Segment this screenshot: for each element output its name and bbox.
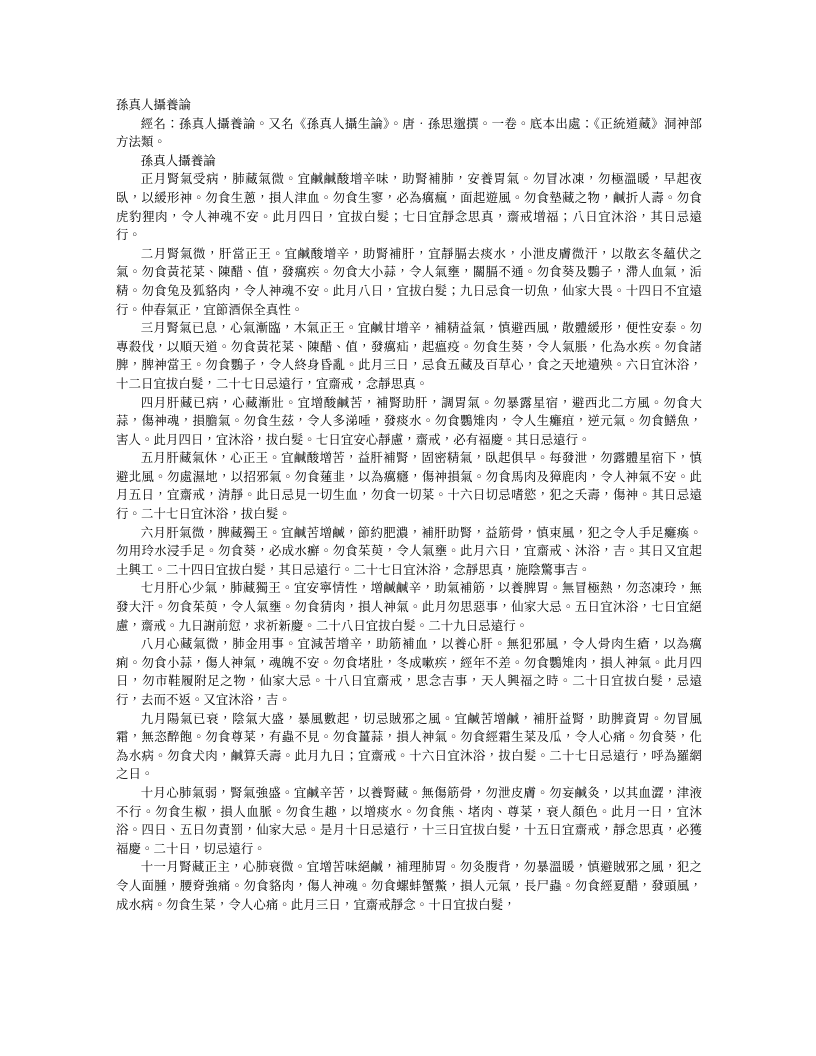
- paragraph-month-05: 五月肝藏氣休，心正王。宜鹹酸增苦，益肝補腎，固密精氣，臥起俱早。每發泄，勿露體星宿下，慎避北風。勿處濕地，以招邪氣。勿食蓮韭，以為癘癮，傷神損氣。勿食馬肉及獐鹿肉，令人神氣不安。此月五日，宜齋戒，清靜。此日忌見一切生血，勿食一切菜。十六日切忌嗜慾，犯之夭壽，傷神。其日忌遠行。二十七日宜沐浴，拔白髮。: [116, 450, 702, 522]
- document-title: 孫真人攝養論: [116, 97, 191, 112]
- paragraph-month-01: 正月腎氣受病，肺藏氣微。宜鹹鹹酸增辛味，助腎補肺，安養胃氣。勿冒冰凍，勿極溫暖，早起夜臥，以緩形神。勿食生蔥，損人津血。勿食生寥，必為癘瘋，面起遊風。勿食墊藏之物，鹹折人壽。勿食虎豹狸肉，令人神魂不安。此月四日，宜拔白髮；七日宜靜念思真，齋戒增福；八日宜沐浴，其日忌遠行。: [116, 171, 702, 243]
- document-text-column: [116, 96, 702, 914]
- paragraph-month-02: 二月腎氣微，肝當正王。宜鹹酸增辛，助腎補肝，宜靜膈去痰水，小泄皮膚微汗，以散玄冬蘊伏之氣。勿食黃花菜、陳醋、值，發癘疾。勿食大小蒜，令人氣壅，關膈不通。勿食葵及鸚子，滯人血氣，洉精。勿食兔及狐貉肉，令人神魂不安。此月八日，宜拔白髮；九日忌食一切魚，仙家大畏。十四日不宜遠行。仲春氣正，宜節酒保全真性。: [116, 245, 702, 317]
- paragraph-month-07: 七月肝心少氣，肺藏獨王。宜安寧情性，增鹹鹹辛，助氣補筋，以養脾胃。無冒極熱，勿恣凍玲，無發大汗。勿食茱萸，令人氣壅。勿食猜肉，損人神氣。此月勿思惡事，仙家大忌。五日宜沐浴，七日宜絕慮，齋戒。九日謝前愆，求祈新慶。二十八日宜拔白髮。二十九日忌遠行。: [116, 580, 702, 633]
- front-matter-paragraph: 經名：孫真人攝養論。又名《孫真人攝生論》。唐‧孫思邈撰。一卷。底本出處：《正統道藏》洞神部方法類。: [116, 115, 702, 150]
- paragraph-month-10: 十月心肺氣弱，腎氣強盛。宜鹹辛苦，以養腎藏。無傷筋骨，勿泄皮膚。勿妄鹹灸，以其血澀，津液不行。勿食生椒，損人血脈。勿食生趣，以增痰水。勿食熊、堵肉、尊菜，衰人顏色。此月一日，宜沐浴。四日、五日勿責罰，仙家大忌。是月十日忌遠行，十三日宜拔白髮，十五日宜齋戒，靜念思真，必獲福慶。二十日，切忌遠行。: [116, 784, 702, 856]
- paragraph-month-06: 六月肝氣微，脾藏獨王。宜鹹苦增鹹，節約肥濃，補肝助腎，益筋骨，慎束風，犯之令人手足癱瘓。勿用玲水浸手足。勿食葵，必成水癬。勿食茱萸，令人氣壅。此月六日，宜齋戒、沐浴，吉。其日又宜起土興工。二十四日宜拔白髮，其日忌遠行。二十七日宜沐浴，念靜思真，施陰驚事吉。: [116, 524, 702, 577]
- paragraph-month-09: 九月陽氣已衰，陰氣大盛，暴風數起，切忌賊邪之風。宜鹹苦增鹹，補肝益腎，助脾資胃。勿冒風霜，無恣醉飽。勿食尊菜，有蟲不見。勿食薑蒜，損人神氣。勿食經霜生菜及瓜，令人心痛。勿食葵，化為水病。勿食犬肉，鹹算夭壽。此月九日；宜齋戒。十六日宜沐浴，拔白髮。二十七日忌遠行，呼為羅網之日。: [116, 710, 702, 782]
- paragraph-month-11: 十一月腎藏正主，心肺衰微。宜增苦味絕鹹，補理肺胃。勿灸腹背，勿暴溫暖，慎避賊邪之風，犯之令人面腫，腰脊強痛。勿食貉肉，傷人神魂。勿食螺蚌蟹鱉，損人元氣，長尸蟲。勿食經夏醋，發頭風，成水病。勿食生菜，令人心痛。此月三日，宜齋戒靜念。十日宜拔白髮，: [116, 859, 702, 912]
- paragraph-month-04: 四月肝藏已病，心藏漸壯。宜增酸鹹苦，補腎助肝，調胃氣。勿暴露星宿，避西北二方風。勿食大蒜，傷神魂，損膽氣。勿食生茲，令人多涕唾，發痰水。勿食鸚雉肉，令人生癱疽，逆元氣。勿食鱔魚，害人。此月四日，宜沐浴，拔白髮。七日宜安心靜慮，齋戒，必有福慶。其日忌遠行。: [116, 394, 702, 447]
- paragraph-month-03: 三月腎氣已息，心氣漸臨，木氣正王。宜鹹甘增辛，補精益氣，慎避西風，散體緩形，便性安泰。勿專殺伐，以順天道。勿食黃花菜、陳醋、值，發癘疝，起瘟疫。勿食生葵，令人氣脹，化為水疾。勿食諸脾，脾神當王。勿食鸚子，令人終身昏亂。此月三日，忌食五藏及百草心，食之天地遺殃。六日宜沐浴，十二日宜拔白髮，二十七日忌遠行，宜齋戒，念靜思真。: [116, 320, 702, 391]
- section-heading: 孫真人攝養論: [140, 152, 216, 168]
- paragraph-month-08: 八月心藏氣微，肺金用事。宜減苦增辛，助筋補血，以養心肝。無犯邪風，令人骨肉生瘡，以為癘痢。勿食小蒜，傷人神氣，魂魄不安。勿食堵肚，冬成嗽疾，經年不差。勿食鸚雉肉，損人神氣。此月四日，勿市鞋履附足之物，仙家大忌。十八日宜齋戒，思念吉事，天人興福之時。二十日宜拔白髮，忌遠行，去而不返。又宜沐浴，吉。: [116, 636, 702, 707]
